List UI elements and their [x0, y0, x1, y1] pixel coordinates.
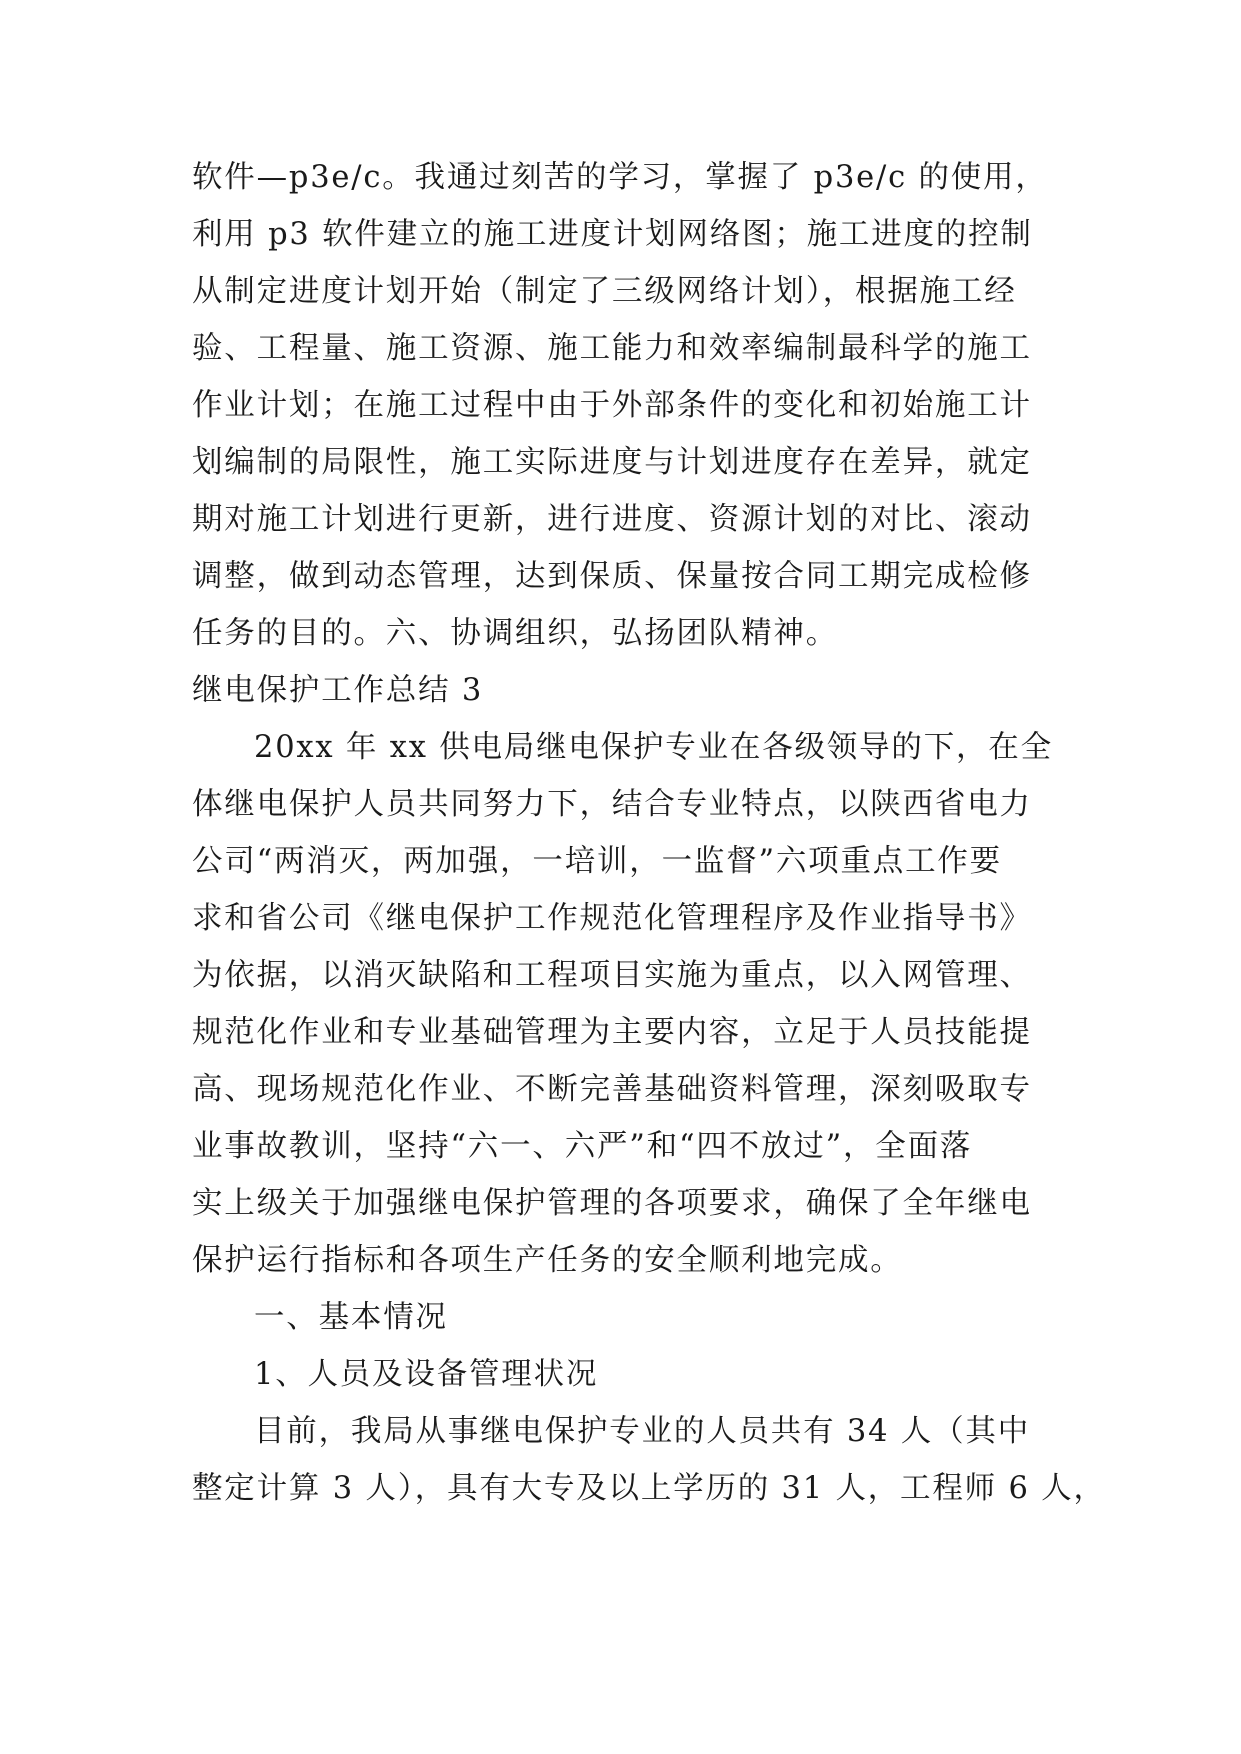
text-line: 调整，做到动态管理，达到保质、保量按合同工期完成检修	[192, 559, 1032, 594]
text-line: 规范化作业和专业基础管理为主要内容，立足于人员技能提	[192, 1015, 1032, 1050]
text-line: 从制定进度计划开始（制定了三级网络计划），根据施工经	[192, 274, 1017, 309]
text-line: 划编制的局限性，施工实际进度与计划进度存在差异，就定	[192, 445, 1032, 480]
text-line: 20xx 年 xx 供电局继电保护专业在各级领导的下，在全	[254, 730, 1053, 765]
text-line: 保护运行指标和各项生产任务的安全顺利地完成。	[192, 1243, 903, 1278]
text-line: 目前，我局从事继电保护专业的人员共有 34 人（其中	[254, 1414, 1030, 1449]
text-line: 高、现场规范化作业、不断完善基础资料管理，深刻吸取专	[192, 1072, 1032, 1107]
text-line: 求和省公司《继电保护工作规范化管理程序及作业指导书》	[192, 901, 1032, 936]
subheading: 1、人员及设备管理状况	[254, 1357, 599, 1392]
text-line: 利用 p3 软件建立的施工进度计划网络图；施工进度的控制	[192, 217, 1033, 252]
text-line: 体继电保护人员共同努力下，结合专业特点，以陕西省电力	[192, 787, 1032, 822]
text-line: 任务的目的。六、协调组织，弘扬团队精神。	[192, 616, 838, 651]
text-line: 期对施工计划进行更新，进行进度、资源计划的对比、滚动	[192, 502, 1032, 537]
text-line: 软件—p3e/c。我通过刻苦的学习，掌握了 p3e/c 的使用，	[192, 160, 1048, 195]
text-line: 为依据，以消灭缺陷和工程项目实施为重点，以入网管理、	[192, 958, 1032, 993]
text-line: 作业计划；在施工过程中由于外部条件的变化和初始施工计	[192, 388, 1032, 423]
subheading: 一、基本情况	[254, 1300, 448, 1335]
text-line: 实上级关于加强继电保护管理的各项要求，确保了全年继电	[192, 1186, 1032, 1221]
text-line: 业事故教训，坚持“六一、六严”和“四不放过”，全面落	[192, 1129, 973, 1164]
text-line: 验、工程量、施工资源、施工能力和效率编制最科学的施工	[192, 331, 1032, 366]
section-heading: 继电保护工作总结 3	[192, 673, 484, 708]
text-line: 整定计算 3 人），具有大专及以上学历的 31 人，工程师 6 人，	[192, 1471, 1106, 1506]
text-line: 公司“两消灭，两加强，一培训，一监督”六项重点工作要	[192, 844, 1002, 879]
